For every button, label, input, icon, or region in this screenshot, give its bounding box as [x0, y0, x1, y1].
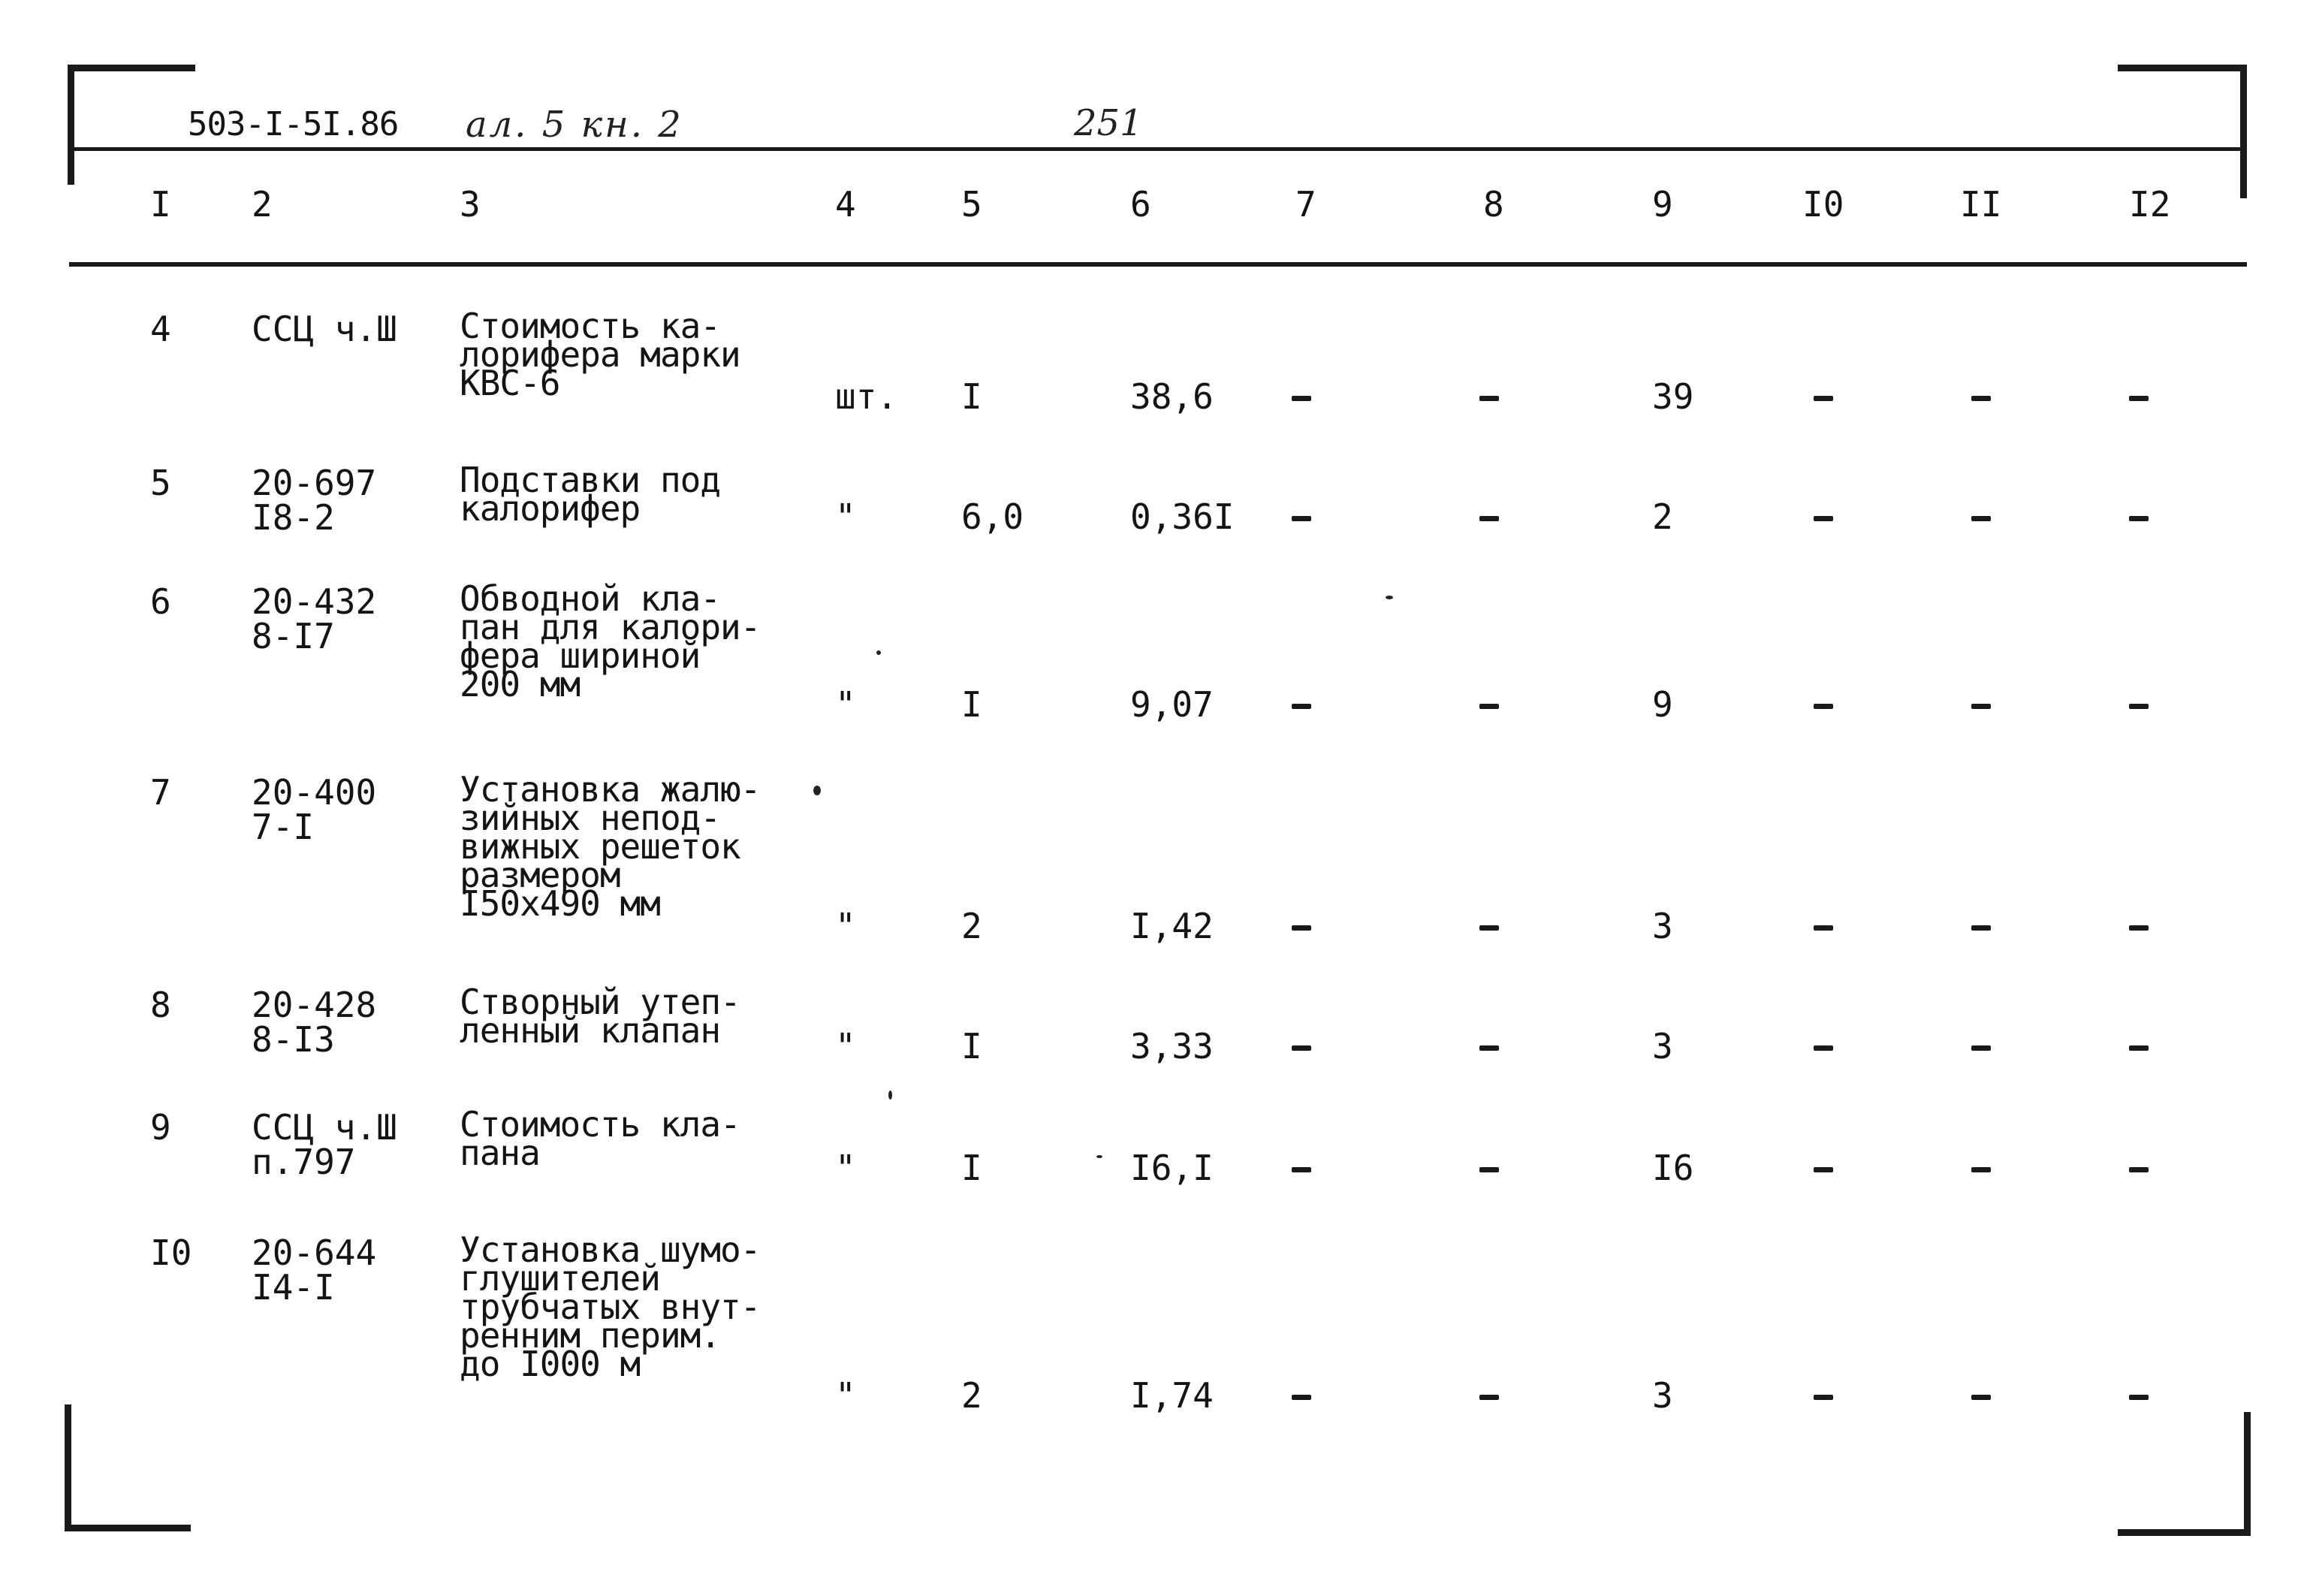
empty-cell-dash — [1292, 704, 1311, 709]
empty-cell-dash — [1814, 925, 1833, 931]
work-description: Стоимость кла- пана — [460, 1104, 740, 1173]
work-description: Подставки под калорифер — [460, 460, 721, 529]
empty-cell-dash — [1814, 1167, 1833, 1172]
empty-cell-dash — [1479, 1045, 1499, 1051]
empty-cell-dash — [2129, 1395, 2149, 1400]
empty-cell-dash — [1971, 704, 1991, 709]
empty-cell-dash — [2129, 516, 2149, 521]
empty-cell-dash — [1292, 1045, 1311, 1051]
column-header-6: 6 — [1130, 184, 1151, 225]
work-description: Установка жалю- зийных непод- вижных решеток размером I50x490 мм — [460, 769, 761, 924]
rate-code: 20-697 I8-2 — [252, 463, 377, 538]
total-cost: 39 — [1652, 376, 1694, 417]
empty-cell-dash — [1971, 516, 1991, 521]
rate-code: ССЦ ч.Ш — [252, 309, 397, 349]
empty-cell-dash — [1971, 1395, 1991, 1400]
unit-cost: 9,07 — [1130, 684, 1214, 725]
empty-cell-dash — [1814, 1395, 1833, 1400]
empty-cell-dash — [1479, 925, 1499, 931]
column-header-1: I — [150, 184, 171, 225]
column-header-10: I0 — [1802, 184, 1844, 225]
scan-speck — [876, 650, 881, 655]
unit-of-measure: " — [835, 1026, 856, 1067]
row-number: 7 — [150, 772, 171, 813]
empty-cell-dash — [1971, 1167, 1991, 1172]
unit-of-measure: " — [835, 1148, 856, 1188]
column-header-11: II — [1960, 184, 2002, 225]
header-top-rule — [69, 147, 2247, 151]
total-cost: I6 — [1652, 1148, 1694, 1188]
row-number: 4 — [150, 309, 171, 349]
quantity: I — [961, 1026, 982, 1067]
rate-code: 20-432 8-I7 — [252, 581, 377, 656]
unit-of-measure: шт. — [835, 376, 898, 417]
corner-mark-top-right — [2118, 65, 2247, 71]
corner-mark-top-left-vertical — [68, 65, 74, 185]
document-code: 503-I-5I.86 — [188, 105, 399, 143]
quantity: 2 — [961, 906, 982, 946]
quantity: I — [961, 1148, 982, 1188]
album-note: ал. 5 кн. 2 — [466, 104, 683, 146]
quantity: I — [961, 376, 982, 417]
row-number: 6 — [150, 581, 171, 622]
total-cost: 9 — [1652, 684, 1673, 725]
column-header-3: 3 — [460, 184, 481, 225]
empty-cell-dash — [1814, 396, 1833, 401]
total-cost: 3 — [1652, 1375, 1673, 1416]
rate-code: 20-644 I4-I — [252, 1232, 377, 1308]
empty-cell-dash — [1814, 1045, 1833, 1051]
empty-cell-dash — [2129, 396, 2149, 401]
work-description: Створный утеп- ленный клапан — [460, 982, 740, 1051]
scan-speck — [813, 786, 821, 795]
empty-cell-dash — [1479, 1167, 1499, 1172]
empty-cell-dash — [2129, 925, 2149, 931]
scan-speck — [888, 1091, 892, 1100]
empty-cell-dash — [1971, 925, 1991, 931]
row-number: 8 — [150, 985, 171, 1025]
column-header-2: 2 — [252, 184, 273, 225]
row-number: I0 — [150, 1232, 192, 1273]
column-header-5: 5 — [961, 184, 982, 225]
quantity: I — [961, 684, 982, 725]
empty-cell-dash — [1292, 396, 1311, 401]
unit-of-measure: " — [835, 496, 856, 537]
unit-of-measure: " — [835, 1375, 856, 1416]
work-description: Стоимость ка- лорифера марки КВС-6 — [460, 306, 740, 403]
quantity: 6,0 — [961, 496, 1024, 537]
total-cost: 2 — [1652, 496, 1673, 537]
sheet-number: 251 — [1074, 102, 1143, 144]
scan-speck — [1386, 596, 1393, 599]
total-cost: 3 — [1652, 1026, 1673, 1067]
corner-mark-top-left — [68, 65, 195, 71]
column-header-8: 8 — [1483, 184, 1504, 225]
quantity: 2 — [961, 1375, 982, 1416]
rate-code: ССЦ ч.Ш п.797 — [252, 1107, 397, 1182]
unit-cost: 0,36I — [1130, 496, 1235, 537]
empty-cell-dash — [1292, 1167, 1311, 1172]
corner-mark-top-right-vertical — [2240, 65, 2247, 198]
corner-mark-bottom-left-vertical — [65, 1404, 71, 1531]
empty-cell-dash — [1479, 396, 1499, 401]
rate-code: 20-400 7-I — [252, 772, 377, 847]
empty-cell-dash — [1814, 516, 1833, 521]
unit-cost: 38,6 — [1130, 376, 1214, 417]
empty-cell-dash — [1479, 704, 1499, 709]
unit-of-measure: " — [835, 906, 856, 946]
empty-cell-dash — [1292, 516, 1311, 521]
unit-cost: I,42 — [1130, 906, 1214, 946]
empty-cell-dash — [1479, 1395, 1499, 1400]
empty-cell-dash — [2129, 704, 2149, 709]
scan-speck — [1096, 1155, 1102, 1158]
corner-mark-bottom-right — [2118, 1529, 2250, 1536]
rate-code: 20-428 8-I3 — [252, 985, 377, 1060]
unit-cost: 3,33 — [1130, 1026, 1214, 1067]
header-bottom-rule — [69, 262, 2247, 267]
empty-cell-dash — [1479, 516, 1499, 521]
column-header-12: I2 — [2129, 184, 2171, 225]
row-number: 9 — [150, 1107, 171, 1148]
unit-cost: I6,I — [1130, 1148, 1214, 1188]
empty-cell-dash — [1814, 704, 1833, 709]
corner-mark-bottom-left — [65, 1525, 191, 1531]
unit-of-measure: " — [835, 684, 856, 725]
empty-cell-dash — [1292, 1395, 1311, 1400]
row-number: 5 — [150, 463, 171, 503]
empty-cell-dash — [1971, 1045, 1991, 1051]
column-header-4: 4 — [835, 184, 856, 225]
column-header-9: 9 — [1652, 184, 1673, 225]
empty-cell-dash — [1971, 396, 1991, 401]
corner-mark-bottom-right-vertical — [2244, 1412, 2251, 1536]
work-description: Установка шумо- глушителей трубчатых внут- ренним перим. до I000 м — [460, 1229, 761, 1384]
empty-cell-dash — [2129, 1167, 2149, 1172]
column-header-7: 7 — [1295, 184, 1316, 225]
empty-cell-dash — [2129, 1045, 2149, 1051]
unit-cost: I,74 — [1130, 1375, 1214, 1416]
work-description: Обводной кла- пан для калори- фера шириной 200 мм — [460, 578, 761, 704]
empty-cell-dash — [1292, 925, 1311, 931]
total-cost: 3 — [1652, 906, 1673, 946]
